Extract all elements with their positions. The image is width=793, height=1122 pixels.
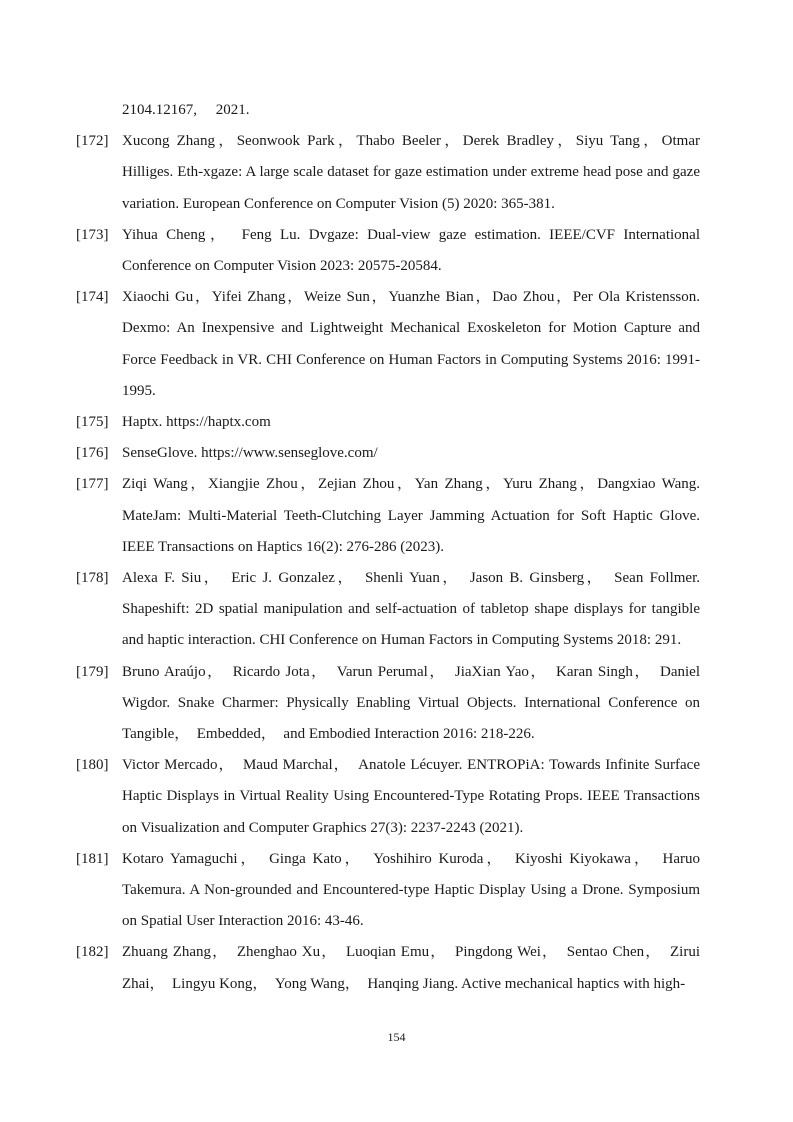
reference-text: Yihua Cheng， Feng Lu. Dvgaze: Dual-view gaze estimation. IEEE/CVF International Conference on Computer Vision 2023: 20575-20584.	[122, 226, 700, 275]
reference-text: Zhuang Zhang， Zhenghao Xu， Luoqian Emu， Pingdong Wei， Sentao Chen， Zirui Zhai， Lingyu Kong， Yong Wang， Hanqing Jiang. Active mechanical haptics with high-	[122, 944, 700, 992]
reference-text: Haptx. https://haptx.com	[122, 414, 271, 431]
reference-text: Xiaochi Gu，Yifei Zhang，Weize Sun，Yuanzhe Bian，Dao Zhou，Per Ola Kristensson. Dexmo: An Inexpensive and Lightweight Mechanical Exoskeleton for Motion Capture and Force Feedback in VR. CHI Conference on Human Factors in Computing Systems 2016: 1991-1995.	[122, 289, 700, 399]
reference-number: [181]	[76, 850, 109, 867]
reference-item	[76, 750, 700, 844]
reference-number: [173]	[76, 226, 109, 243]
reference-item	[76, 657, 700, 751]
page-number: 154	[387, 1030, 406, 1044]
reference-item	[76, 469, 700, 563]
reference-number: [177]	[76, 476, 109, 493]
reference-item	[76, 844, 700, 938]
reference-text: Victor Mercado， Maud Marchal， Anatole Lécuyer. ENTROPiA: Towards Infinite Surface Haptic Displays in Virtual Reality Using Encountered-Type Rotating Props. IEEE Transactions on Visualization and Computer Graphics 27(3): 2237-2243 (2021).	[122, 757, 700, 836]
reference-text: Ziqi Wang，Xiangjie Zhou，Zejian Zhou，Yan Zhang，Yuru Zhang，Dangxiao Wang. MateJam: Multi-Material Teeth-Clutching Layer Jamming Actuation for Soft Haptic Glove. IEEE Transactions on Haptics 16(2): 276-286 (2023).	[122, 476, 700, 555]
reference-number: [176]	[76, 445, 109, 462]
reference-number: [182]	[76, 944, 109, 961]
reference-number: [175]	[76, 414, 109, 431]
reference-text: Xucong Zhang，Seonwook Park，Thabo Beeler，Derek Bradley，Siyu Tang，Otmar Hilliges. Eth-xgaze: A large scale dataset for gaze estimation under extreme head pose and gaze variation. European Conference on Computer Vision (5) 2020: 365-381.	[122, 133, 700, 212]
reference-item	[76, 126, 700, 220]
reference-item	[76, 220, 700, 282]
reference-item	[76, 563, 700, 657]
reference-number: [174]	[76, 289, 109, 306]
reference-item	[76, 438, 700, 469]
reference-number: [179]	[76, 663, 109, 680]
reference-number: [180]	[76, 757, 109, 774]
reference-continuation: 2104.12167, 2021.	[122, 102, 250, 118]
reference-item	[76, 407, 700, 438]
reference-item	[76, 937, 700, 999]
reference-number: [178]	[76, 570, 109, 587]
reference-list	[76, 95, 700, 1000]
reference-text: Kotaro Yamaguchi， Ginga Kato， Yoshihiro Kuroda， Kiyoshi Kiyokawa， Haruo Takemura. A Non-grounded and Encountered-type Haptic Display Using a Drone. Symposium on Spatial User Interaction 2016: 43-46.	[122, 850, 700, 930]
reference-text: SenseGlove. https://www.senseglove.com/	[122, 445, 378, 462]
reference-item	[76, 282, 700, 407]
reference-number: [172]	[76, 133, 109, 150]
reference-text: Alexa F. Siu， Eric J. Gonzalez， Shenli Yuan， Jason B. Ginsberg， Sean Follmer. Shapeshift: 2D spatial manipulation and self-actuation of tabletop shape displays for tangible and haptic interaction. CHI Conference on Human Factors in Computing Systems 2018: 291.	[122, 570, 700, 649]
reference-text: Bruno Araújo， Ricardo Jota， Varun Perumal， JiaXian Yao， Karan Singh， Daniel Wigdor. Snake Charmer: Physically Enabling Virtual Objects. International Conference on Tangible， Embedded， and Embodied Interaction 2016: 218-226.	[122, 663, 700, 743]
